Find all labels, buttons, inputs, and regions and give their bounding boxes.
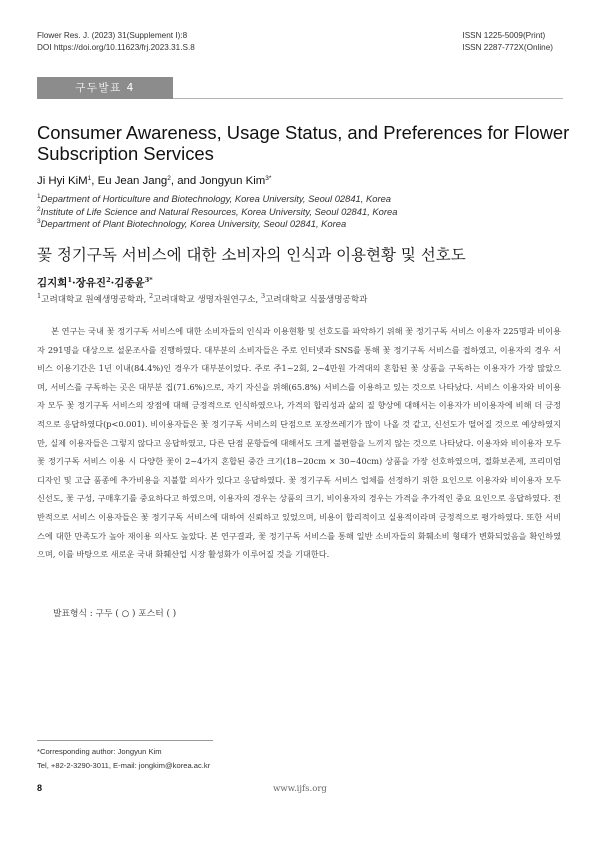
affiliation-line <box>37 206 397 219</box>
affiliations-ko <box>37 293 367 305</box>
abstract-body: 본 연구는 국내 꽃 정기구독 서비스에 대한 소비자들의 인식과 이용현황 및 선호도를 파악하기 위해 꽃 정기구독 서비스 이용자 225명과 비이용자 291명을 대상으로 설문조사를 진행하였다. 대부분의 소비자들은 주로 인터넷과 SNS를 통해 꽃 정기구독 서비스를 접하였고, 이용자의 경우 서비스 이용기간은 1년 이내(84.4%)인 경우가 대부분이었다. 주로 주1~2회, 2~4만원 가격대의 혼합된 꽃 상품을 구독하는 이용자가 가장 많았으며, 서비스를 구독하는 곳은 대부분 집(71.6%)으로, 자기 자신을 위해(65.8%) 서비스를 이용하고 있는 것으로 나타났다. 서비스 이용자와 비이용자 모두 꽃 정기구독 서비스의 장점에 대해 긍정적으로 인식하였으나, 가격의 합리성과 삶의 질 향상에 대해서는 이용자가 비이용자에 비해 더 긍정적으로 응답하였다(p<0.001). 비이용자들은 꽃 정기구독 서비스의 단점으로 포장쓰레기가 많이 나올 것 같고, 신선도가 떨어질 것으로 예상하였지만, 실제 이용자들은 그렇지 않다고 응답하였고, 다른 단점 문항들에 대해서도 크게 불편함을 느끼지 않는 것으로 나타났다. 이용자와 비이용자 모두 꽃 정기구독 서비스 이용 시 다양한 꽃이 2~4가지 혼합된 중간 크기(18~20cm × 30~40cm) 상품을 가장 선호하였으며, 절화보존제, 프리미엄 디자인 및 고급 품종에 추가비용을 지불할 의사가 있다고 응답하였다. 꽃 정기구독 서비스 업체를 선정하기 위한 요인으로 이용자와 비이용자 모두 신선도, 꽃 구성, 구매후기를 중요하다고 하였으며, 이용자의 경우는 상품의 크기, 비이용자의 경우는 가격을 추가적인 중요 요인으로 응답하였다. 전반적으로 서비스 이용자들은 꽃 정기구독 서비스에 대하여 신뢰하고 있었으며, 비용이 합리적이고 실용적이라며 긍정적으로 평가하였다. 또한 서비스에 대한 만족도가 높아 재이용 의사도 높았다. 본 연구결과, 꽃 정기구독 서비스를 통해 일반 소비자들의 화훼소비 형태가 변화되었음을 확인하였으며, 이를 바탕으로 새로운 국내 화훼산업 시장 활성화가 이루어질 것을 기대한다. <box>37 326 561 560</box>
paper-title-ko: 꽃 정기구독 서비스에 대한 소비자의 인식과 이용현황 및 선호도 <box>37 246 466 264</box>
paper-title-en: Consumer Awareness, Usage Status, and Preferences for Flower Subscription Services <box>37 122 570 164</box>
author-name: Jongyun Kim <box>199 175 266 187</box>
corresponding-author: *Corresponding author: Jongyun Kim <box>37 747 162 756</box>
affil-number: 3 <box>37 218 41 225</box>
presentation-format: 발표형식 : 구두 ( ○ ) 포스터 ( ) <box>53 609 177 619</box>
author-separator: , <box>91 175 98 187</box>
author-name: Eu Jean Jang <box>97 175 168 187</box>
issn-online: ISSN 2287-772X(Online) <box>462 42 553 52</box>
affil-text: Department of Horticulture and Biotechnology, Korea University, Seoul 02841, Korea <box>40 193 391 204</box>
author-affil-mark: 1 <box>67 276 72 284</box>
journal-header-right <box>462 30 553 53</box>
author-separator: · <box>71 277 76 289</box>
affil-number: 1 <box>37 292 42 300</box>
contact-info: Tel, +82-2-3290-3011, E-mail: jongkim@korea.ac.kr <box>37 760 211 770</box>
author-name-ko: 김종윤 <box>114 277 145 289</box>
author-name-ko: 장유진 <box>75 277 107 289</box>
session-banner: 구두발표 4 <box>37 77 173 99</box>
affil-text: Department of Plant Biotechnology, Korea University, Seoul 02841, Korea <box>40 218 347 229</box>
affiliations-en <box>37 193 397 231</box>
author-name-ko: 김지희 <box>37 277 68 289</box>
author-affil-mark: 1 <box>87 175 92 182</box>
author-affil-mark: 2 <box>167 175 171 182</box>
author-separator: , and <box>170 175 200 187</box>
banner-divider <box>173 98 563 99</box>
author-separator: · <box>110 277 115 289</box>
affil-number: 3 <box>260 292 266 300</box>
author-list-ko <box>37 275 153 290</box>
journal-citation: Flower Res. J. (2023) 31(Supplement I):8 <box>37 31 188 40</box>
affil-text: Institute of Life Science and Natural Resources, Korea University, Seoul 02841, Korea <box>40 205 398 217</box>
affil-text: 고려대학교 식물생명공학과 <box>265 295 368 305</box>
affil-number: 2 <box>148 292 154 300</box>
author-name: Ji Hyi KiM <box>37 175 88 187</box>
affil-number: 1 <box>37 193 41 200</box>
footnote-divider <box>37 740 213 741</box>
issn-print: ISSN 1225-5009(Print) <box>462 31 546 40</box>
journal-header-left <box>37 30 195 53</box>
author-affil-mark: 3* <box>144 276 153 284</box>
affil-number: 2 <box>37 205 41 213</box>
footnote <box>37 745 210 772</box>
affiliation-line <box>37 193 397 206</box>
affil-text: 고려대학교 원예생명공학과, <box>41 295 147 305</box>
affiliation-line <box>37 218 397 231</box>
author-affil-mark: 2 <box>106 276 111 284</box>
author-affil-mark: 3* <box>265 175 272 182</box>
journal-website[interactable]: www.ijfs.org <box>273 784 327 794</box>
author-list-en <box>37 175 271 187</box>
page-number: 8 <box>37 783 43 793</box>
affil-text: 고려대학교 생명자원연구소, <box>153 295 259 305</box>
doi-link[interactable]: DOI https://doi.org/10.11623/frj.2023.31.S.8 <box>37 42 195 52</box>
